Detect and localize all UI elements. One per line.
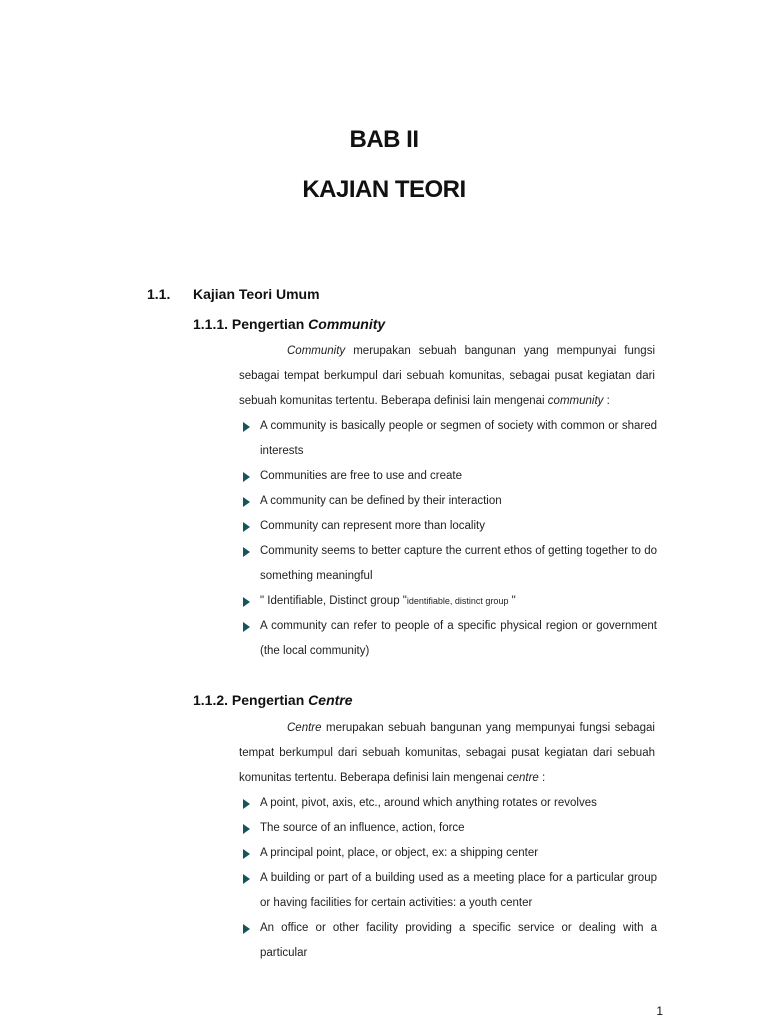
- paragraph-end: :: [538, 772, 546, 784]
- community-paragraph: [239, 339, 655, 414]
- community-definition-list: [241, 414, 657, 664]
- list-item: " Identifiable, Distinct group "identifiable, distinct group ": [241, 589, 657, 614]
- list-item: The source of an influence, action, force: [241, 816, 657, 841]
- page-number: 1: [656, 1004, 663, 1018]
- section-number: 1.1.: [147, 286, 171, 302]
- subsection-number: 1.1.2.: [193, 692, 229, 708]
- triangle-bullet-icon: [243, 422, 250, 432]
- paragraph-text: merupakan sebuah bangunan yang mempunyai fungsi sebagai tempat berkumpul dari sebuah komunitas, sebagai pusat kegiatan dari sebuah komunitas tertentu. Beberapa definisi lain mengenai: [239, 722, 655, 784]
- chapter-title: KAJIAN TEORI: [302, 176, 466, 203]
- triangle-bullet-icon: [243, 597, 250, 607]
- section-title: Kajian Teori Umum: [193, 286, 320, 302]
- centre-definition-list: [241, 791, 657, 966]
- subsection-term: Centre: [308, 692, 353, 708]
- subsection-prefix: Pengertian: [231, 692, 305, 708]
- list-item: Communities are free to use and create: [241, 464, 657, 489]
- list-item: A point, pivot, axis, etc., around which anything rotates or revolves: [241, 791, 657, 816]
- subsection-term: Community: [308, 316, 386, 332]
- triangle-bullet-icon: [243, 497, 250, 507]
- triangle-bullet-icon: [243, 924, 250, 934]
- triangle-bullet-icon: [243, 799, 250, 809]
- list-item: A community can be defined by their interaction: [241, 489, 657, 514]
- subsection-heading-community: [193, 316, 385, 332]
- centre-paragraph: [239, 716, 655, 791]
- paragraph-term-inline: centre: [506, 772, 539, 784]
- paragraph-text: merupakan sebuah bangunan yang mempunyai fungsi sebagai tempat berkumpul dari sebuah komunitas, sebagai pusat kegiatan dari sebuah komunitas tertentu. Beberapa definisi lain mengenai: [239, 345, 655, 407]
- subsection-number: 1.1.1.: [193, 316, 229, 332]
- triangle-bullet-icon: [243, 874, 250, 884]
- triangle-bullet-icon: [243, 849, 250, 859]
- list-item: A principal point, place, or object, ex: a shipping center: [241, 841, 657, 866]
- subsection-prefix: Pengertian: [231, 316, 305, 332]
- paragraph-term: Centre: [287, 722, 322, 734]
- subsection-heading-centre: [193, 692, 353, 708]
- triangle-bullet-icon: [243, 824, 250, 834]
- triangle-bullet-icon: [243, 472, 250, 482]
- paragraph-end: :: [603, 395, 610, 407]
- triangle-bullet-icon: [243, 522, 250, 532]
- list-item: A building or part of a building used as a meeting place for a particular group or having facilities for certain activities: a youth center: [241, 866, 657, 916]
- list-item: Community seems to better capture the current ethos of getting together to do something meaningful: [241, 539, 657, 589]
- paragraph-term-inline: community: [547, 395, 604, 407]
- triangle-bullet-icon: [243, 622, 250, 632]
- triangle-bullet-icon: [243, 547, 250, 557]
- list-item: A community can refer to people of a specific physical region or government (the local community): [241, 614, 657, 664]
- chapter-number: BAB II: [349, 126, 419, 153]
- section-heading: [147, 286, 320, 302]
- list-item: A community is basically people or segmen of society with common or shared interests: [241, 414, 657, 464]
- list-item: An office or other facility providing a specific service or dealing with a particular: [241, 916, 657, 966]
- paragraph-term: Community: [287, 345, 346, 357]
- list-item: Community can represent more than locality: [241, 514, 657, 539]
